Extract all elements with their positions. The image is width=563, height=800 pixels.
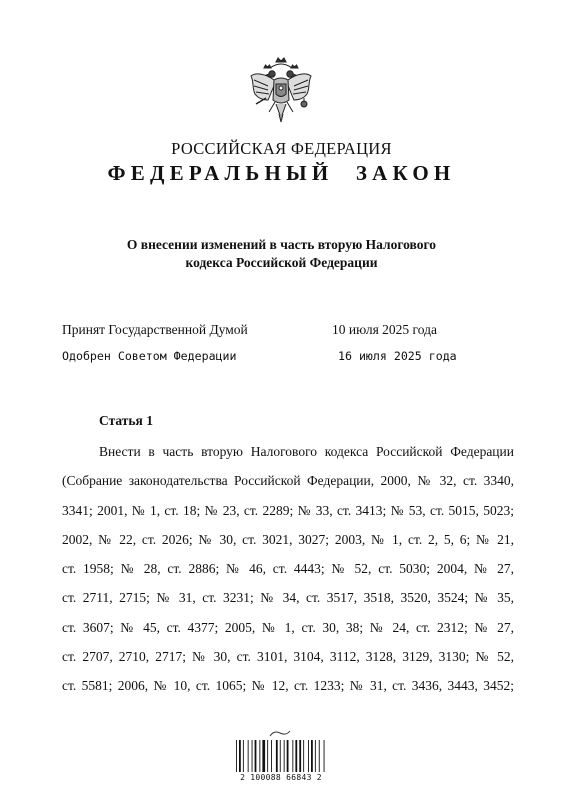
body-line: ст. 2711, 2715; № 31, ст. 3231; № 34, ст. 3517, 3518, 3520, 3524; № 35, — [62, 590, 514, 606]
barcode — [220, 728, 342, 792]
barcode-bar — [280, 740, 281, 772]
body-line: ст. 3607; № 45, ст. 4377; 2005, № 1, ст. 30, 38; № 24, ст. 2312; № 27, — [62, 619, 514, 635]
barcode-bar — [311, 740, 313, 772]
barcode-bar — [262, 740, 265, 772]
document-type-heading: ФЕДЕРАЛЬНЫЙ ЗАКОН — [107, 161, 456, 185]
barcode-bar — [319, 740, 320, 772]
body-line: 2002, № 22, ст. 2026; № 30, ст. 3021, 3027; 2003, № 1, ст. 2, 5, 6; № 21, — [62, 531, 514, 547]
barcode-bar — [292, 740, 293, 772]
article-heading: Статья 1 — [99, 413, 153, 428]
barcode-bar — [236, 740, 237, 772]
barcode-mark-icon — [268, 729, 292, 737]
barcode-bar — [271, 740, 272, 772]
barcode-bar — [255, 740, 257, 772]
barcode-bar — [299, 740, 301, 772]
body-line: (Собрание законодательства Российской Федерации, 2000, № 32, ст. 3340, — [62, 473, 514, 489]
barcode-bar — [315, 740, 316, 772]
body-line: ст. 5581; 2006, № 10, ст. 1065; № 12, ст. 1233; № 31, ст. 3436, 3443, 3452; — [62, 678, 514, 694]
body-line: ст. 1958; № 28, ст. 2886; № 46, ст. 4443; № 52, ст. 5030; 2004, № 27, — [62, 561, 514, 577]
barcode-bar — [303, 740, 304, 772]
barcode-number: 2 100088 66843 2 — [240, 773, 322, 782]
barcode-bar — [259, 740, 260, 772]
duma-adoption-date: 10 июля 2025 года — [332, 322, 437, 337]
body-line: ст. 2707, 2710, 2717; № 30, ст. 3101, 3104, 3112, 3128, 3129, 3130; № 52, — [62, 649, 514, 665]
duma-adoption-label: Принят Государственной Думой — [62, 322, 248, 337]
coat-of-arms-icon — [246, 54, 316, 128]
country-heading: РОССИЙСКАЯ ФЕДЕРАЦИЯ — [171, 139, 392, 158]
barcode-bar — [295, 740, 297, 772]
barcode-bar — [308, 740, 309, 772]
barcode-bar — [243, 740, 244, 772]
body-line: 3341; 2001, № 1, ст. 18; № 23, ст. 2289; № 33, ст. 3413; № 53, ст. 5015, 5023; — [62, 502, 514, 518]
barcode-bar — [284, 740, 285, 772]
article-body — [62, 443, 514, 707]
barcode-bar — [287, 740, 289, 772]
council-approval-date: 16 июля 2025 года — [338, 349, 457, 363]
law-title-line: кодекса Российской Федерации — [185, 255, 378, 270]
barcode-bars — [236, 740, 326, 772]
barcode-bar — [324, 740, 325, 772]
body-line: Внести в часть вторую Налогового кодекса Российской Федерации — [99, 444, 514, 459]
barcode-bar — [276, 740, 278, 772]
law-title-line: О внесении изменений в часть вторую Налогового — [126, 237, 437, 252]
barcode-bar — [239, 740, 241, 772]
barcode-bar — [252, 740, 253, 772]
council-approval-label: Одобрен Советом Федерации — [62, 349, 237, 363]
law-title — [0, 236, 563, 272]
barcode-bar — [267, 740, 268, 772]
barcode-bar — [248, 740, 249, 772]
